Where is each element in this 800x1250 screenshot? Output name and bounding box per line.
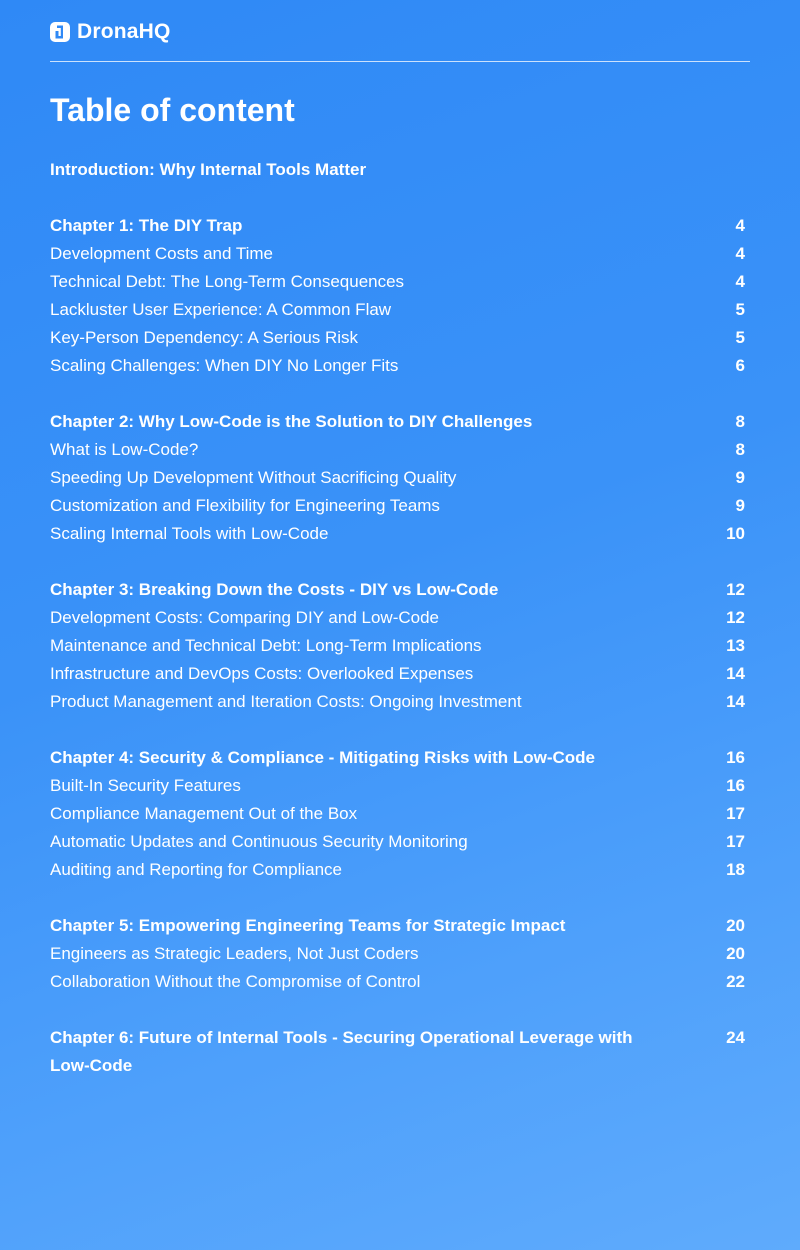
toc-spacer xyxy=(50,996,745,1024)
toc-chapter-entry[interactable] xyxy=(50,912,745,940)
toc-page-number: 10 xyxy=(726,524,745,543)
toc-chapter-title: Chapter 4: Security & Compliance - Mitigating Risks with Low-Code xyxy=(50,748,596,767)
toc-section-entry[interactable] xyxy=(50,240,745,268)
toc-chapter-title: Chapter 1: The DIY Trap xyxy=(50,216,243,235)
brand xyxy=(50,20,171,44)
toc-section-label: Customization and Flexibility for Engineering Teams xyxy=(50,496,440,515)
toc-page-number: 5 xyxy=(735,300,745,319)
table-of-contents xyxy=(50,156,745,1080)
header-divider xyxy=(50,61,750,62)
toc-section-entry[interactable] xyxy=(50,828,745,856)
brand-name: DronaHQ xyxy=(77,20,171,43)
toc-section-label: Technical Debt: The Long-Term Consequences xyxy=(50,272,405,291)
toc-section-label: Product Management and Iteration Costs: Ongoing Investment xyxy=(50,692,522,711)
toc-page-number: 8 xyxy=(735,440,745,459)
toc-section-entry[interactable] xyxy=(50,520,745,548)
toc-section-label: Collaboration Without the Compromise of Control xyxy=(50,972,421,991)
toc-page-number: 4 xyxy=(735,244,745,263)
toc-section-entry[interactable] xyxy=(50,660,745,688)
toc-page-number: 8 xyxy=(735,412,745,431)
toc-page-number: 18 xyxy=(726,860,745,879)
toc-page-number: 4 xyxy=(735,272,745,291)
toc-section-label: Automatic Updates and Continuous Security Monitoring xyxy=(50,832,468,851)
toc-chapter-title: Chapter 5: Empowering Engineering Teams for Strategic Impact xyxy=(50,916,566,935)
toc-spacer xyxy=(50,884,745,912)
toc-page-number: 5 xyxy=(735,328,745,347)
toc-page-number: 9 xyxy=(735,468,745,487)
toc-page-number: 4 xyxy=(735,216,745,235)
toc-chapter-entry[interactable] xyxy=(50,576,745,604)
toc-section-entry[interactable] xyxy=(50,856,745,884)
toc-page-number: 20 xyxy=(726,944,745,963)
toc-page-number: 20 xyxy=(726,916,745,935)
toc-spacer xyxy=(50,548,745,576)
toc-section-entry[interactable] xyxy=(50,688,745,716)
toc-intro-label: Introduction: Why Internal Tools Matter xyxy=(50,160,367,179)
toc-section-entry[interactable] xyxy=(50,772,745,800)
toc-spacer xyxy=(50,380,745,408)
toc-section-label: Development Costs and Time xyxy=(50,244,273,263)
toc-spacer xyxy=(50,716,745,744)
toc-chapter-title: Chapter 2: Why Low-Code is the Solution to DIY Challenges xyxy=(50,412,533,431)
toc-page-number: 17 xyxy=(726,832,745,851)
toc-chapter-entry[interactable] xyxy=(50,408,745,436)
toc-section-label: What is Low-Code? xyxy=(50,440,199,459)
toc-page-number: 24 xyxy=(726,1028,745,1047)
toc-page-number: 12 xyxy=(726,580,745,599)
toc-section-label: Scaling Challenges: When DIY No Longer Fits xyxy=(50,356,399,375)
toc-chapter-title: Chapter 6: Future of Internal Tools - Securing Operational Leverage with Low-Code xyxy=(50,1028,633,1075)
toc-section-entry[interactable] xyxy=(50,940,745,968)
toc-page-number: 14 xyxy=(726,664,745,683)
page-title: Table of content xyxy=(50,92,295,128)
toc-page-number: 14 xyxy=(726,692,745,711)
toc-page-number: 9 xyxy=(735,496,745,515)
toc-page-number: 17 xyxy=(726,804,745,823)
toc-section-label: Development Costs: Comparing DIY and Low-Code xyxy=(50,608,439,627)
dronahq-logo-icon xyxy=(50,22,70,42)
toc-page-number: 16 xyxy=(726,776,745,795)
toc-section-label: Infrastructure and DevOps Costs: Overlooked Expenses xyxy=(50,664,474,683)
toc-section-label: Lackluster User Experience: A Common Flaw xyxy=(50,300,392,319)
toc-section-entry[interactable] xyxy=(50,436,745,464)
toc-section-entry[interactable] xyxy=(50,492,745,520)
toc-section-entry[interactable] xyxy=(50,968,745,996)
toc-chapter-title: Chapter 3: Breaking Down the Costs - DIY vs Low-Code xyxy=(50,580,499,599)
toc-page-number: 22 xyxy=(726,972,745,991)
toc-section-entry[interactable] xyxy=(50,268,745,296)
toc-page-number: 16 xyxy=(726,748,745,767)
toc-section-entry[interactable] xyxy=(50,464,745,492)
toc-page-number: 6 xyxy=(735,356,745,375)
toc-section-entry[interactable] xyxy=(50,352,745,380)
toc-spacer xyxy=(50,184,745,212)
toc-section-entry[interactable] xyxy=(50,632,745,660)
toc-chapter-entry[interactable] xyxy=(50,212,745,240)
toc-section-entry[interactable] xyxy=(50,296,745,324)
toc-intro-entry[interactable] xyxy=(50,156,745,184)
toc-section-label: Key-Person Dependency: A Serious Risk xyxy=(50,328,359,347)
toc-section-label: Compliance Management Out of the Box xyxy=(50,804,358,823)
toc-page-number: 12 xyxy=(726,608,745,627)
toc-section-label: Built-In Security Features xyxy=(50,776,241,795)
toc-section-label: Maintenance and Technical Debt: Long-Term Implications xyxy=(50,636,482,655)
toc-section-label: Engineers as Strategic Leaders, Not Just Coders xyxy=(50,944,419,963)
toc-section-label: Auditing and Reporting for Compliance xyxy=(50,860,343,879)
toc-chapter-entry[interactable] xyxy=(50,1024,745,1080)
toc-section-entry[interactable] xyxy=(50,604,745,632)
toc-section-label: Speeding Up Development Without Sacrificing Quality xyxy=(50,468,457,487)
toc-section-label: Scaling Internal Tools with Low-Code xyxy=(50,524,329,543)
toc-section-entry[interactable] xyxy=(50,324,745,352)
toc-chapter-entry[interactable] xyxy=(50,744,745,772)
toc-section-entry[interactable] xyxy=(50,800,745,828)
toc-page-number: 13 xyxy=(726,636,745,655)
